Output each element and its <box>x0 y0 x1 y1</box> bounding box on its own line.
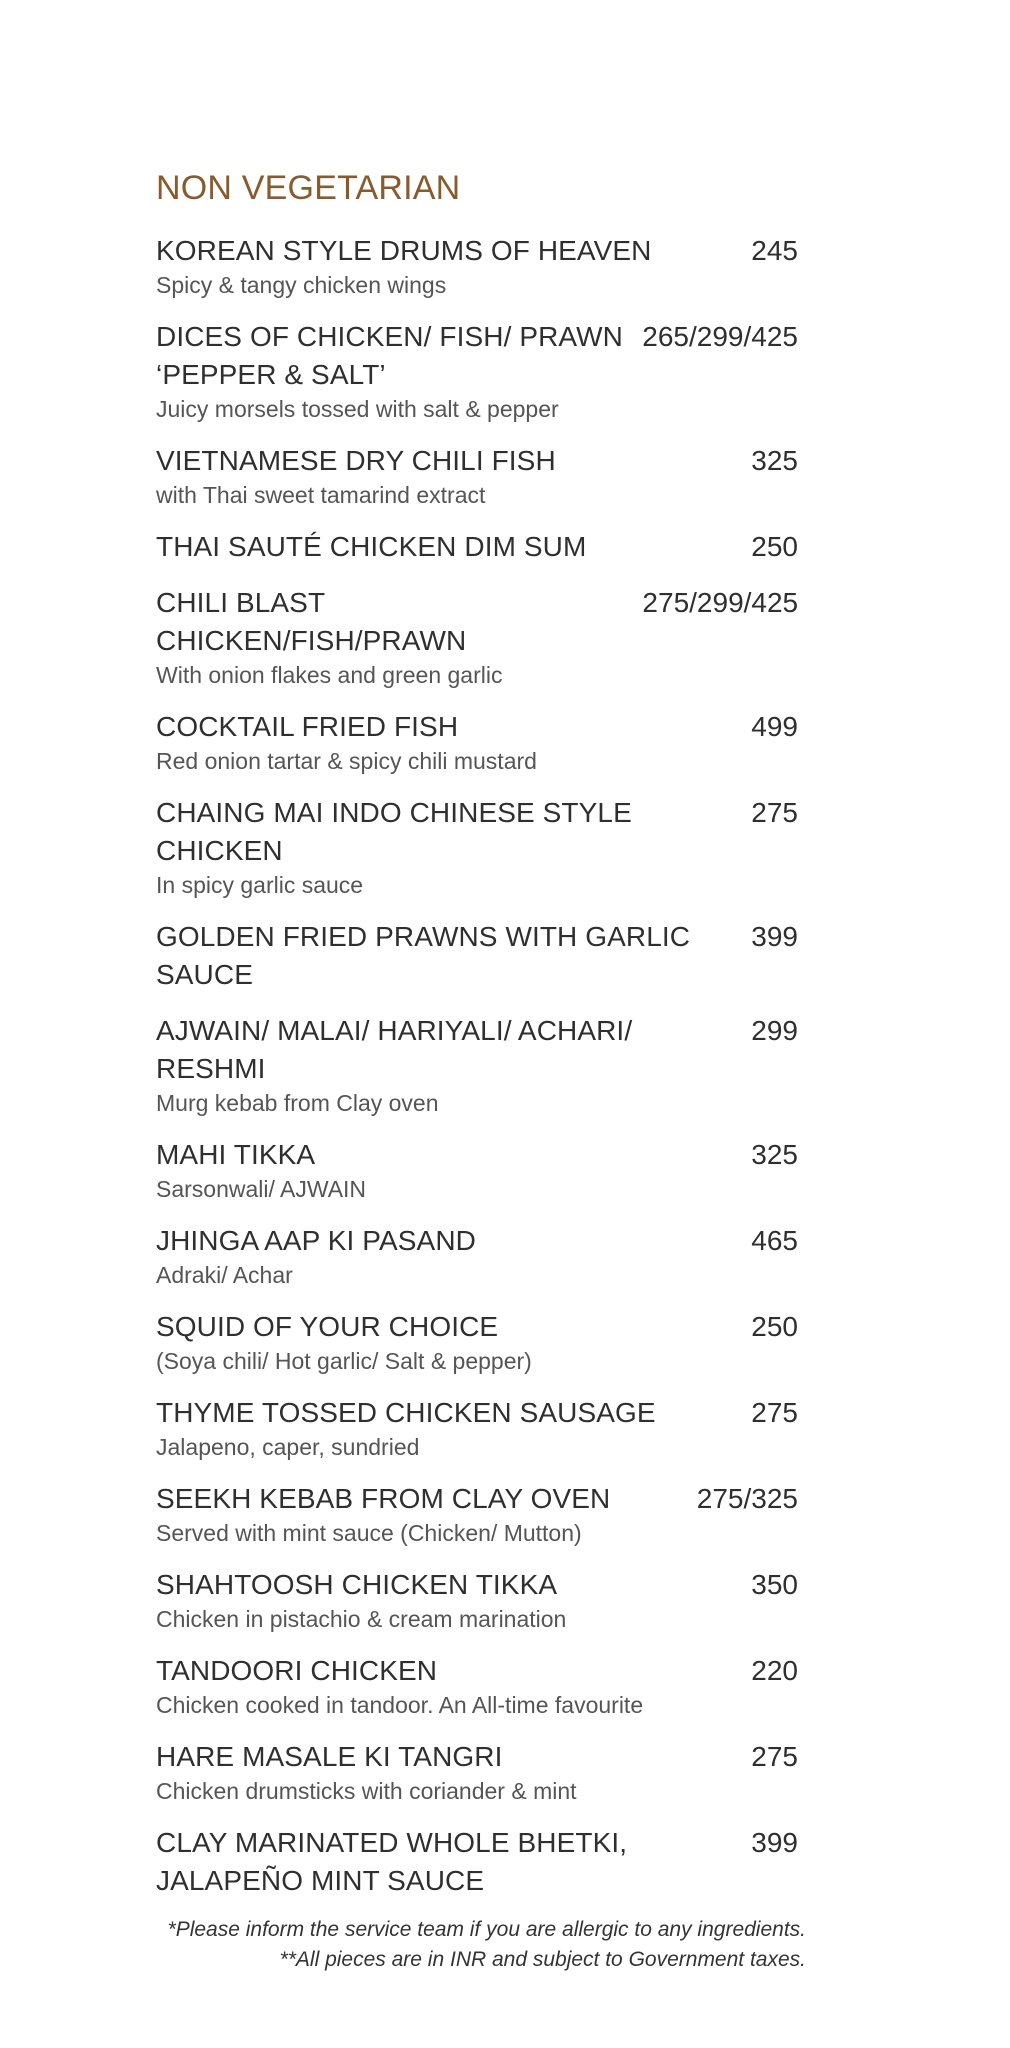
menu-item-head <box>156 1738 806 1776</box>
menu-item-price: 299 <box>751 1015 798 1046</box>
menu-item-description: Juicy morsels tossed with salt & pepper <box>156 396 559 422</box>
menu-item-price: 325 <box>751 445 798 476</box>
menu-item-description: With onion flakes and green garlic <box>156 662 503 688</box>
menu-item <box>156 584 806 690</box>
menu-item <box>156 794 806 900</box>
menu-item-description: Adraki/ Achar <box>156 1262 293 1288</box>
menu-item-head <box>156 1394 806 1432</box>
menu-item <box>156 918 806 994</box>
menu-item-price: 220 <box>751 1655 798 1686</box>
menu-item-name: GOLDEN FRIED PRAWNS WITH GARLIC SAUCE <box>156 921 691 990</box>
menu-item-name: AJWAIN/ MALAI/ HARIYALI/ ACHARI/ RESHMI <box>156 1015 633 1084</box>
menu-item <box>156 1394 806 1462</box>
menu-list <box>156 232 806 1918</box>
menu-item <box>156 1012 806 1118</box>
menu-item-price: 399 <box>751 921 798 952</box>
menu-item-head <box>156 1652 806 1690</box>
menu-item-description: (Soya chili/ Hot garlic/ Salt & pepper) <box>156 1348 532 1374</box>
menu-item-name: COCKTAIL FRIED FISH <box>156 711 459 742</box>
menu-item <box>156 1738 806 1806</box>
footnotes <box>140 1915 806 1975</box>
menu-item <box>156 318 806 424</box>
menu-item-price: 275/325 <box>696 1483 798 1514</box>
menu-item-description: Chicken drumsticks with coriander & mint <box>156 1778 577 1804</box>
menu-item-price: 275 <box>751 797 798 828</box>
menu-item-price: 399 <box>751 1827 798 1858</box>
menu-item <box>156 232 806 300</box>
menu-item-description: Chicken cooked in tandoor. An All-time favourite <box>156 1692 644 1718</box>
menu-item-price: 499 <box>751 711 798 742</box>
menu-item-description: Served with mint sauce (Chicken/ Mutton) <box>156 1520 582 1546</box>
menu-item-description: Jalapeno, caper, sundried <box>156 1434 420 1460</box>
menu-item-price: 325 <box>751 1139 798 1170</box>
menu-item-price: 275/299/425 <box>642 587 799 618</box>
menu-item-head <box>156 1012 806 1088</box>
menu-item-description: Spicy & tangy chicken wings <box>156 272 447 298</box>
menu-item <box>156 528 806 566</box>
menu-item-description: In spicy garlic sauce <box>156 872 364 898</box>
menu-item-name: SEEKH KEBAB FROM CLAY OVEN <box>156 1483 611 1514</box>
menu-item-price: 265/299/425 <box>642 321 798 352</box>
menu-item-name: CHAING MAI INDO CHINESE STYLE CHICKEN <box>156 797 632 866</box>
menu-item-description: with Thai sweet tamarind extract <box>156 482 486 508</box>
menu-item-description: Murg kebab from Clay oven <box>156 1090 439 1116</box>
menu-item-name: KOREAN STYLE DRUMS OF HEAVEN <box>156 235 652 266</box>
menu-item-price: 250 <box>751 1311 798 1342</box>
menu-item-head <box>156 918 806 994</box>
menu-item-price: 465 <box>751 1225 798 1256</box>
menu-item-head <box>156 232 806 270</box>
menu-item-price: 350 <box>751 1569 798 1600</box>
menu-item-head <box>156 442 806 480</box>
section-title: NON VEGETARIAN <box>156 169 461 207</box>
menu-item <box>156 708 806 776</box>
menu-item-name: JHINGA AAP KI PASAND <box>156 1225 476 1256</box>
menu-item-description: Red onion tartar & spicy chili mustard <box>156 748 537 774</box>
menu-item-name: SQUID OF YOUR CHOICE <box>156 1311 499 1342</box>
menu-item-price: 275 <box>751 1397 798 1428</box>
menu-item-description: Chicken in pistachio & cream marination <box>156 1606 567 1632</box>
menu-item-name: HARE MASALE KI TANGRI <box>156 1741 503 1772</box>
menu-item <box>156 1222 806 1290</box>
menu-item <box>156 1824 806 1900</box>
menu-item <box>156 1136 806 1204</box>
menu-item-head <box>156 1308 806 1346</box>
menu-item-name: TANDOORI CHICKEN <box>156 1655 438 1686</box>
menu-item-head <box>156 318 806 394</box>
menu-item-name: MAHI TIKKA <box>156 1139 316 1170</box>
menu-item <box>156 1308 806 1376</box>
menu-item-head <box>156 1566 806 1604</box>
menu-item-head <box>156 584 806 660</box>
menu-item-head <box>156 528 806 566</box>
menu-item-name: DICES OF CHICKEN/ FISH/ PRAWN ‘PEPPER & SALT’ <box>156 321 624 390</box>
menu-item-head <box>156 1222 806 1260</box>
menu-item <box>156 1566 806 1634</box>
menu-item-name: THYME TOSSED CHICKEN SAUSAGE <box>156 1397 656 1428</box>
menu-item-head <box>156 1824 806 1900</box>
menu-item-name: CHILI BLAST CHICKEN/FISH/PRAWN <box>156 587 467 656</box>
allergy-note: *Please inform the service team if you are allergic to any ingredients. <box>167 1918 806 1941</box>
menu-item-name: SHAHTOOSH CHICKEN TIKKA <box>156 1569 558 1600</box>
menu-item-price: 245 <box>751 235 798 266</box>
menu-item-head <box>156 794 806 870</box>
menu-item-name: CLAY MARINATED WHOLE BHETKI, JALAPEÑO MINT SAUCE <box>156 1827 628 1896</box>
menu-item-name: VIETNAMESE DRY CHILI FISH <box>156 445 556 476</box>
menu-item-head <box>156 1136 806 1174</box>
menu-item <box>156 442 806 510</box>
tax-note: **All pieces are in INR and subject to Government taxes. <box>279 1948 806 1971</box>
menu-item-head <box>156 708 806 746</box>
menu-item-description: Sarsonwali/ AJWAIN <box>156 1176 367 1202</box>
menu-item-name: THAI SAUTÉ CHICKEN DIM SUM <box>156 531 587 562</box>
menu-item <box>156 1480 806 1548</box>
menu-item-price: 275 <box>751 1741 798 1772</box>
menu-item-head <box>156 1480 806 1518</box>
menu-item <box>156 1652 806 1720</box>
menu-item-price: 250 <box>751 531 798 562</box>
